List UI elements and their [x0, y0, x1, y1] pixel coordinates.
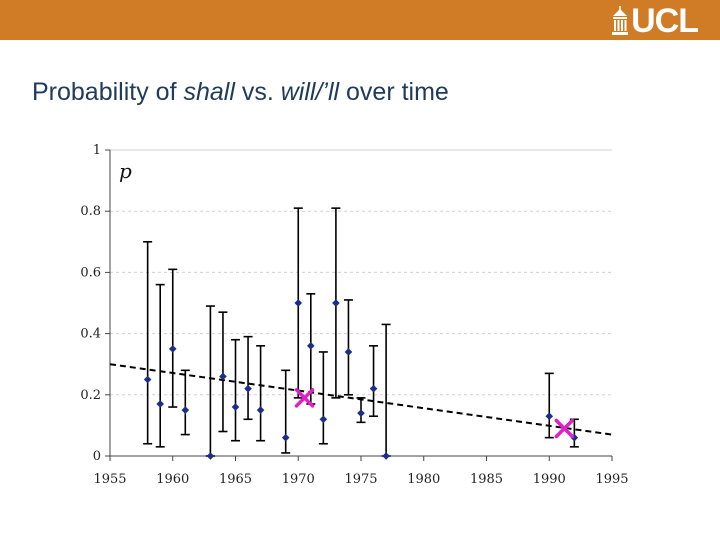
x-tick-label: 1995: [595, 472, 629, 487]
data-point: [319, 352, 328, 444]
y-tick-label: 1: [92, 143, 101, 158]
logo-text: UCL: [631, 2, 698, 40]
data-point: [369, 346, 378, 416]
data-point: [331, 208, 340, 398]
x-tick-label: 1980: [407, 472, 441, 487]
point-marker: [294, 299, 302, 307]
y-tick-label: 0.8: [80, 204, 101, 220]
point-marker: [382, 452, 390, 460]
point-marker: [144, 376, 152, 384]
y-tick-label: 0.2: [80, 387, 101, 403]
data-point: [156, 285, 165, 447]
y-tick-label: 0.4: [80, 326, 101, 342]
grid-lines: [110, 150, 612, 395]
data-point: [306, 294, 315, 404]
data-point: [143, 242, 152, 444]
x-tick-label: 1955: [93, 472, 127, 487]
tick-labels: [80, 143, 628, 487]
title-shall: shall: [183, 78, 235, 106]
point-marker: [232, 403, 240, 411]
data-point: [231, 340, 240, 441]
x-tick-label: 1970: [281, 472, 315, 487]
x-tick-label: 1965: [218, 472, 253, 487]
point-marker: [182, 406, 190, 414]
data-point: [256, 346, 265, 441]
title-part-2: vs.: [234, 78, 281, 106]
point-marker: [357, 409, 365, 417]
data-point: [181, 370, 190, 434]
data-point: [344, 300, 353, 395]
x-tick-label: 1990: [532, 472, 566, 487]
data-point: [281, 370, 290, 453]
title-part-1: Probability of: [32, 78, 184, 106]
y-tick-label: 0: [92, 449, 101, 464]
point-marker: [545, 412, 553, 420]
point-marker: [169, 345, 177, 353]
point-marker: [207, 452, 215, 460]
data-point: [357, 398, 366, 422]
point-marker: [244, 385, 252, 393]
point-marker: [257, 406, 265, 414]
point-marker: [156, 400, 164, 408]
point-marker: [370, 385, 378, 393]
data-point: [244, 337, 253, 420]
data-point: [168, 269, 177, 407]
point-marker: [307, 342, 315, 350]
data-point: [545, 373, 554, 437]
x-tick-label: 1960: [156, 472, 190, 487]
y-tick-label: 0.6: [80, 265, 101, 281]
title-will: will/’ll: [280, 78, 340, 106]
data-point: [382, 324, 391, 459]
y-axis-label: p: [119, 159, 132, 183]
data-point: [294, 208, 303, 398]
point-marker: [332, 299, 340, 307]
point-marker: [345, 348, 353, 356]
title-part-3: over time: [339, 78, 449, 106]
x-tick-label: 1975: [344, 472, 378, 487]
point-marker: [320, 415, 328, 423]
data-point: [206, 306, 215, 460]
point-marker: [282, 434, 290, 442]
x-tick-label: 1985: [469, 472, 504, 487]
data-point: [218, 312, 227, 431]
